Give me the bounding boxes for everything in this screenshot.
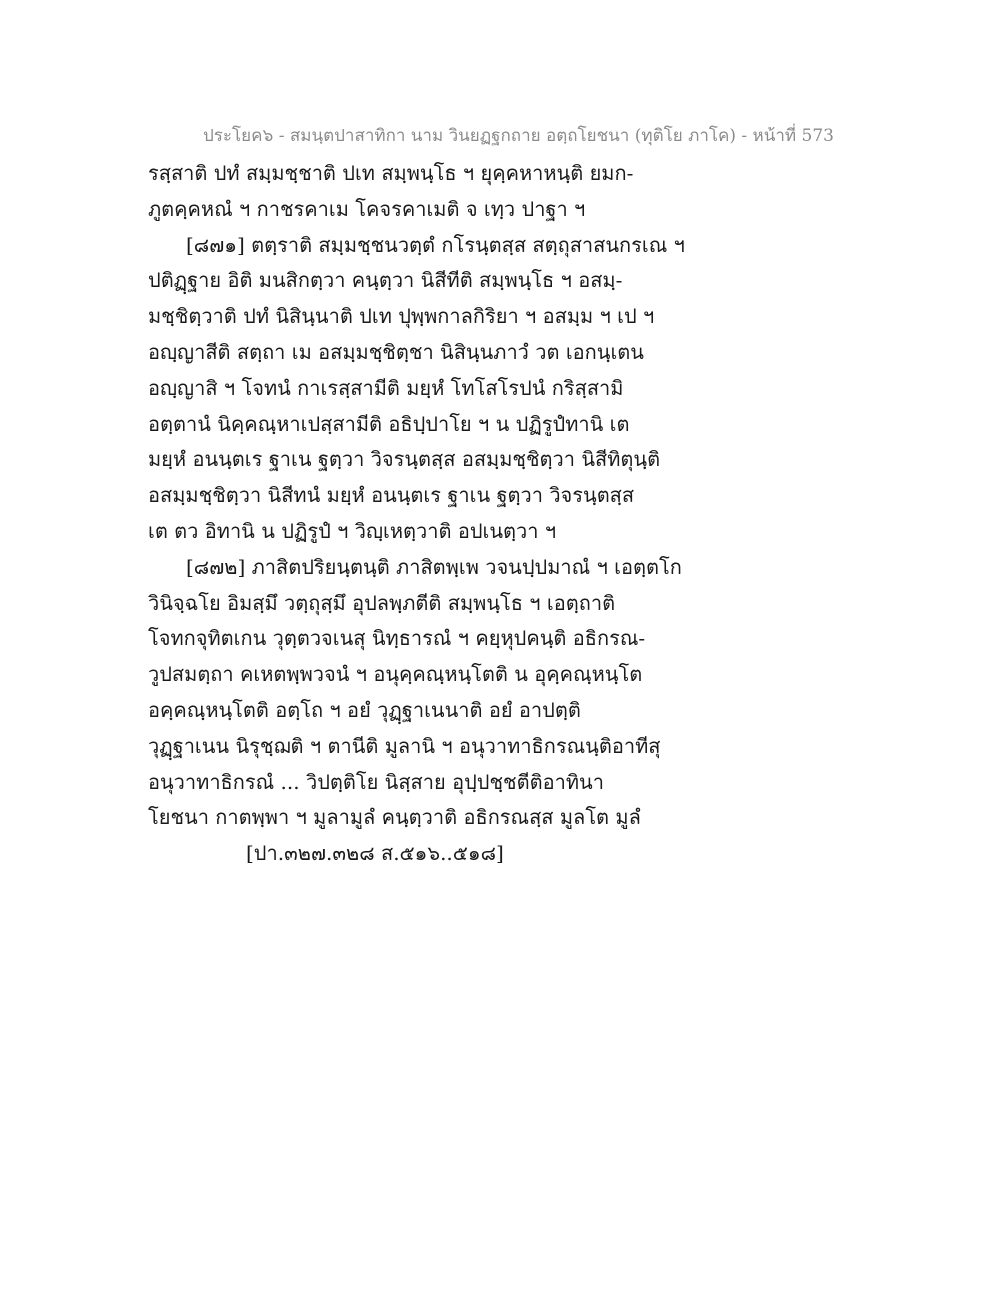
text-line: วินิจฺฉโย อิมสฺมึ วตฺถุสฺมึ อุปลพฺภตีติ สมฺพนฺโธ ฯ เอตฺถาติ: [148, 590, 616, 615]
text-line: ปติฏฺฐาย อิติ มนสิกตฺวา คนฺตฺวา นิสีทีติ สมฺพนฺโธ ฯ อสมฺ-: [148, 268, 623, 293]
text-line: เต ตว อิทานิ น ปฏิรูปํ ฯ วิญฺเหตฺวาติ อปเนตฺวา ฯ: [148, 518, 557, 543]
paragraph-871-start: [๘๗๑] ตตฺราติ สมฺมชฺชนวตฺตํ กโรนฺตสฺส สตฺถุสาสนกรเณ ฯ: [186, 232, 685, 257]
text-line: อสมฺมชฺชิตฺวา นิสีทนํ มยฺหํ อนนฺตเร ฐาเน ฐตฺวา วิจรนฺตสฺส: [148, 483, 635, 508]
text-line: อญฺญาสีติ สตฺถา เม อสมฺมชฺชิตฺชา นิสินฺนภาวํ วต เอกนฺเตน: [148, 339, 644, 364]
paragraph-872-start: [๘๗๒] ภาสิตปริยนฺตนฺติ ภาสิตพฺเพ วจนปฺปมาณํ ฯ เอตฺตโก: [186, 554, 682, 579]
text-line: วุฏฺฐาเนน นิรุชฺฌติ ฯ ตานีติ มูลานิ ฯ อนุวาทาธิกรณนฺติอาทีสุ: [148, 733, 661, 758]
page-header: ประโยค๖ - สมนฺตปาสาทิกา นาม วินยฏฐกถาย อตฺถโยชนา (ทุติโย ภาโค) - หน้าที่ 573: [203, 126, 834, 146]
text-line: โยชนา กาตพฺพา ฯ มูลามูลํ คนฺตฺวาติ อธิกรณสฺส มูลโต มูลํ: [148, 805, 641, 830]
text-line: ภูตคฺคหณํ ฯ กาชรคาเม โคจรคาเมติ จ เทฺว ปาฐา ฯ: [148, 196, 586, 221]
text-line: อคฺคณฺหนฺโตติ อตฺโถ ฯ อยํ วุฏฺฐาเนนาติ อยํ อาปตฺติ: [148, 697, 581, 722]
text-line: อญฺญาสิ ฯ โจทนํ กาเรสฺสามีติ มยฺหํ โทโสโรปนํ กริสฺสามิ: [148, 375, 624, 400]
text-line: อนุวาทาธิกรณํ ... วิปตฺติโย นิสฺสาย อุปฺปชฺชตีติอาทินา: [148, 769, 604, 794]
text-line: มชฺชิตฺวาติ ปทํ นิสินฺนาติ ปเท ปุพฺพกาลกิริยา ฯ อสมฺม ฯ เป ฯ: [148, 304, 655, 329]
text-line: รสฺสาติ ปทํ สมฺมชฺชาติ ปเท สมฺพนฺโธ ฯ ยุคฺคหาหนฺติ ยมก-: [148, 161, 634, 185]
text-line: โจทกจุทิตเกน วุตฺตวจเนสุ นิทฺธารณํ ฯ คยฺหุปคนฺติ อธิกรณ-: [148, 626, 646, 651]
text-line: อตฺตานํ นิคฺคณฺหาเปสฺสามีติ อธิปฺปาโย ฯ น ปฏิรูปํทานิ เต: [148, 411, 630, 436]
text-line: วูปสมตฺถา คเหตพฺพวจนํ ฯ อนุคฺคณฺหนฺโตติ น อุคฺคณฺหนฺโต: [148, 662, 643, 687]
reference-citation: [ปา.๓๒๗.๓๒๘ ส.๕๑๖..๕๑๘]: [246, 841, 504, 866]
text-line: มยฺหํ อนนฺตเร ฐาเน ฐตฺวา วิจรนฺตสฺส อสมฺมชฺชิตฺวา นิสีทิตุนฺติ: [148, 447, 661, 472]
body-text: [148, 156, 828, 872]
